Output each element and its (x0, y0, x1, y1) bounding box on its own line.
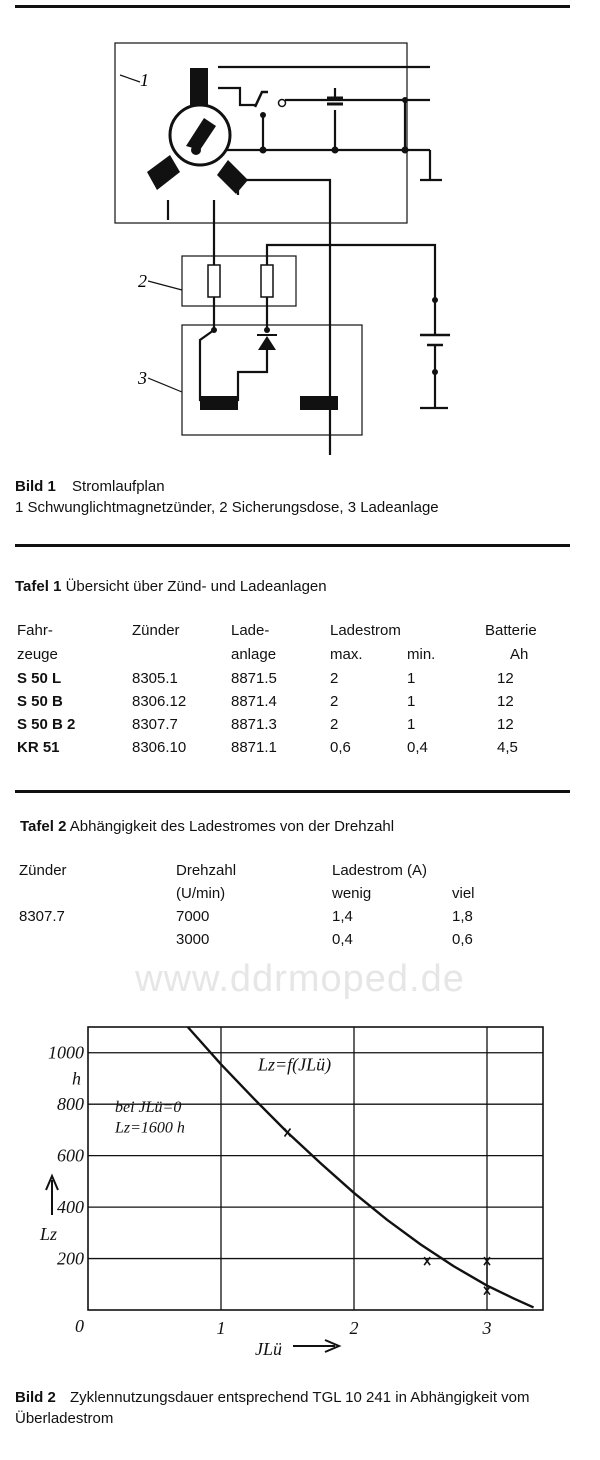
table1-cell: 4,5 (497, 739, 518, 756)
circuit-diagram (0, 20, 600, 465)
figure2-caption-label: Bild 2 (15, 1389, 56, 1406)
table2-cell: 7000 (176, 908, 210, 925)
table1-cell: 12 (497, 693, 514, 710)
table1-header-zuender: Zünder (132, 622, 180, 639)
table1-header-lade2: anlage (231, 646, 277, 663)
table1-cell: 1 (407, 716, 416, 733)
chart-marks (188, 1027, 534, 1307)
table1-cell: S 50 B 2 (17, 716, 76, 733)
x-tick-label: 3 (482, 1318, 492, 1338)
table2-header-zuender: Zünder (19, 862, 67, 879)
table1-header-min: min. (407, 646, 436, 663)
table1-cell: 0,6 (330, 739, 351, 756)
table1-header-max: max. (330, 646, 363, 663)
annotation-note-line1: bei JLü=0 (115, 1098, 182, 1116)
table1 (0, 622, 600, 762)
table1-cell: 8871.4 (231, 693, 277, 710)
annotation-note-line2: Lz=1600 h (115, 1119, 185, 1137)
table2-header-ladestrom: Ladestrom (A) (332, 862, 428, 879)
y-tick-label: 1000 (48, 1042, 84, 1063)
data-point-marker (285, 1128, 291, 1136)
table1-cell: 8305.1 (132, 670, 178, 687)
table2-cell: 1,4 (332, 908, 353, 925)
table2-header-wenig: wenig (332, 885, 372, 902)
x-tick-label-origin: 0 (75, 1316, 84, 1336)
table1-title-text: Übersicht über Zünd- und Ladeanlagen (65, 578, 327, 595)
x-tick-label: 2 (349, 1318, 359, 1338)
table1-cell: 2 (330, 670, 339, 687)
table2-zuender-value: 8307.7 (19, 908, 65, 925)
box-3 (182, 325, 362, 435)
table1-cell: KR 51 (17, 739, 60, 756)
y-tick-label: 200 (57, 1248, 84, 1269)
table2-cell: 0,6 (452, 931, 473, 948)
table2-cell: 0,4 (332, 931, 353, 948)
fuse-right (261, 265, 273, 297)
figure2-caption-text: Zyklennutzungsdauer entsprechend TGL 10 241 in Abhängigkeit vom Überladestrom (15, 1389, 530, 1427)
y-tick-label: 600 (57, 1145, 84, 1166)
table1-header-ah: Ah (510, 646, 529, 663)
table1-cell: 2 (330, 716, 339, 733)
table2-title (20, 818, 394, 835)
box-1 (115, 43, 407, 223)
figure1-caption (15, 476, 585, 518)
y-tick-label: 400 (57, 1197, 84, 1218)
chart-labels (39, 1043, 492, 1359)
table2-header-umin: (U/min) (176, 885, 226, 902)
table1-cell: S 50 B (17, 693, 63, 710)
label-1: 1 (140, 70, 149, 90)
table2-header-viel: viel (452, 885, 475, 902)
box-2 (182, 256, 296, 306)
chart (0, 1010, 600, 1380)
label-3: 3 (138, 368, 147, 388)
figure1-caption-label: Bild 1 (15, 478, 56, 495)
table2-header-drehzahl: Drehzahl (176, 862, 237, 879)
fuse-left (208, 265, 220, 297)
table2-cell: 1,8 (452, 908, 473, 925)
top-rule (15, 5, 570, 8)
table1-cell: 8871.5 (231, 670, 277, 687)
table1-header-lade1: Lade- (231, 622, 270, 639)
table1-cell: 8871.1 (231, 739, 277, 756)
rule-2 (15, 544, 570, 547)
table1-cell: 2 (330, 693, 339, 710)
table1-cell: 8306.12 (132, 693, 187, 710)
curve-label: Lz=f(JLü) (258, 1054, 332, 1075)
table1-cell: 1 (407, 693, 416, 710)
table2 (0, 862, 600, 952)
table1-cell: 12 (497, 716, 514, 733)
watermark: www.ddrmoped.de (135, 958, 465, 1000)
x-tick-label: 1 (216, 1318, 226, 1338)
table1-cell: 8307.7 (132, 716, 178, 733)
table1-cell: 0,4 (407, 739, 428, 756)
x-axis-title: JLü (255, 1339, 282, 1359)
y-tick-label: 800 (57, 1094, 84, 1115)
table1-cell: S 50 L (17, 670, 62, 687)
figure1-caption-title: Stromlaufplan (72, 478, 165, 495)
label-2: 2 (138, 271, 147, 291)
figure2-caption (15, 1387, 587, 1429)
table1-cell: 8306.10 (132, 739, 187, 756)
diode (258, 336, 276, 350)
table1-label: Tafel 1 (15, 578, 62, 595)
table1-header-fahr1: Fahr- (17, 622, 53, 639)
table1-title (15, 578, 327, 595)
table1-cell: 12 (497, 670, 514, 687)
table1-cell: 1 (407, 670, 416, 687)
figure1-caption-text: 1 Schwunglichtmagnetzünder, 2 Sicherungsdose, 3 Ladeanlage (15, 499, 439, 516)
table1-header-fahr2: zeuge (17, 646, 58, 663)
table2-cell: 3000 (176, 931, 210, 948)
table2-label: Tafel 2 (20, 818, 67, 835)
y-axis-title: Lz (40, 1224, 58, 1244)
rule-3 (15, 790, 570, 793)
x-axis-arrow (293, 1340, 339, 1352)
table1-header-ladestrom: Ladestrom (330, 622, 401, 639)
table2-title-text: Abhängigkeit des Ladestromes von der Drehzahl (69, 818, 395, 835)
y-unit-label: h (72, 1068, 81, 1089)
table1-cell: 8871.3 (231, 716, 277, 733)
series-line (188, 1027, 534, 1307)
table1-header-batterie: Batterie (485, 622, 537, 639)
